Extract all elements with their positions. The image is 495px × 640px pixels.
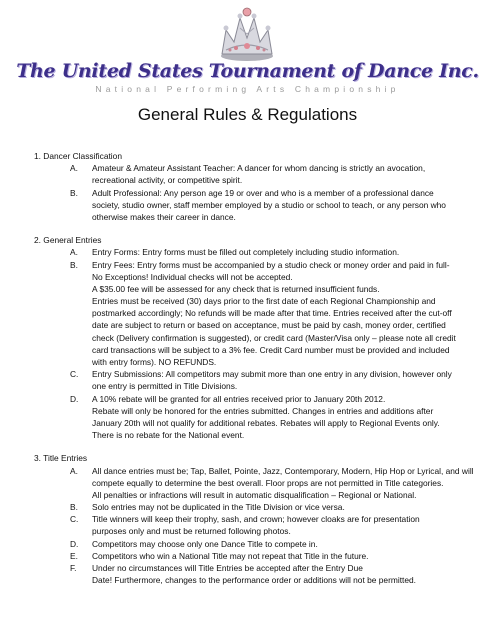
- rule-item-text-line: postmarked accordingly; No refunds will be made after that time. Entries received after the cut-off: [92, 308, 452, 319]
- rule-item-text-line: card transactions will be subject to a 3% fee. Credit Card number must be provided and included: [92, 344, 450, 355]
- rule-item-text-line: A $35.00 fee will be assessed for any check that is returned insufficient funds.: [92, 283, 380, 294]
- rule-item-text-line: Solo entries may not be duplicated in the Title Division or vice versa.: [92, 502, 345, 513]
- rule-item-text-line: Title winners will keep their trophy, sash, and crown; however cloaks are for presentation: [92, 514, 420, 525]
- rule-item-letter: D.: [70, 538, 79, 549]
- rule-item-text-line: with entry forms). NO REFUNDS.: [92, 357, 217, 367]
- rule-item: [0, 465, 495, 502]
- organization-name: The United States Tournament of Dance Inc.: [16, 60, 479, 82]
- rule-item-text-line: purposes only and must be returned following photos.: [92, 526, 291, 537]
- rule-item-text-line: Amateur & Amateur Assistant Teacher: A dancer for whom dancing is strictly an avocation,: [92, 163, 426, 174]
- rule-item-text-line: There is no rebate for the National event.: [92, 430, 245, 441]
- rule-item: [0, 368, 495, 392]
- rule-item-text-line: Entries must be received (30) days prior to the first date of each Regional Championship and: [92, 296, 436, 307]
- rule-item-text-line: Date! Furthermore, changes to the performance order or additions will not be permitted.: [92, 575, 416, 586]
- crown-icon: [216, 4, 278, 64]
- rule-item-letter: B.: [70, 187, 78, 198]
- rule-item-letter: A.: [70, 247, 78, 258]
- section-heading: 2. General Entries: [34, 235, 102, 246]
- rule-item-text-line: No Exceptions! Individual checks will not be accepted.: [92, 271, 293, 282]
- rule-item: [0, 562, 495, 586]
- rule-item-letter: F.: [70, 563, 77, 573]
- rule-item-letter: E.: [70, 550, 78, 561]
- rule-item-letter: B.: [70, 502, 78, 513]
- rule-item-text-line: Competitors may choose only one Dance Title to compete in.: [92, 538, 318, 549]
- rule-item-text-line: compete equally to determine the best overall. Floor props are not permitted in Title categories.: [92, 477, 444, 488]
- rules-content: [0, 150, 495, 586]
- rule-item-letter: A.: [70, 465, 78, 476]
- rule-item-text-line: check (Delivery confirmation is suggested), or credit card (Master/Visa only – please note all credit: [92, 332, 456, 343]
- rule-item-text-line: Competitors who win a National Title may not repeat that Title in the future.: [92, 550, 369, 561]
- rule-item: [0, 162, 495, 186]
- rule-item: [0, 246, 495, 258]
- rule-item-letter: C.: [70, 369, 79, 380]
- section-gap: [0, 441, 495, 452]
- rule-item-text-line: Entry Forms: Entry forms must be filled out completely including studio information.: [92, 247, 400, 258]
- rule-item-text-line: date are subject to return or based on acceptance, must be paid by cash, money order, certified: [92, 320, 446, 331]
- document-header: [0, 0, 495, 100]
- rule-item-text-line: recreational activity, or competitive spirit.: [92, 175, 243, 186]
- rule-item-text-line: otherwise makes their career in dance.: [92, 211, 236, 222]
- rule-item-letter: D.: [70, 393, 79, 404]
- rule-item-text-line: Rebate will only be honored for the entries submitted. Changes in entries and additions after: [92, 405, 434, 416]
- rule-item-letter: C.: [70, 514, 79, 525]
- rule-item-text-line: January 20th will not qualify for additional rebates. Rebates will apply to Regional Events only.: [92, 417, 440, 428]
- rule-item: [0, 550, 495, 562]
- section-gap: [0, 223, 495, 234]
- rule-item: [0, 393, 495, 442]
- rule-item-letter: B.: [70, 259, 78, 270]
- rule-item-text-line: one entry is permitted in Title Divisions.: [92, 381, 238, 392]
- section-heading: 3. Title Entries: [34, 453, 88, 464]
- rule-item-text-line: All penalties or infractions will result in automatic disqualification – Regional or National.: [92, 489, 417, 500]
- section-heading: 1. Dancer Classification: [34, 151, 122, 161]
- rule-item-text-line: society, studio owner, staff member employed by a studio or school to teach, or any person who: [92, 199, 446, 210]
- rule-item: [0, 538, 495, 550]
- rule-item: [0, 259, 495, 369]
- rule-item-text-line: A 10% rebate will be granted for all entries received prior to January 20th 2012.: [92, 393, 386, 404]
- page-title: General Rules & Regulations: [137, 105, 358, 124]
- organization-subtitle: National Performing Arts Championship: [95, 84, 400, 94]
- rule-item-text-line: Entry Submissions: All competitors may submit more than one entry in any division, however only: [92, 369, 452, 380]
- rule-item-text-line: All dance entries must be; Tap, Ballet, Pointe, Jazz, Contemporary, Modern, Hip Hop or Lyrical, and will: [92, 465, 474, 476]
- rule-item: [0, 513, 495, 537]
- rule-item-text-line: Adult Professional: Any person age 19 or over and who is a member of a professional dance: [92, 187, 434, 198]
- rule-item-letter: A.: [70, 163, 78, 174]
- rule-item: [0, 187, 495, 224]
- rule-item-text-line: Entry Fees: Entry forms must be accompanied by a studio check or money order and paid in full-: [92, 259, 450, 270]
- rule-item: [0, 501, 495, 513]
- rule-item-text-line: Under no circumstances will Title Entries be accepted after the Entry Due: [92, 563, 363, 573]
